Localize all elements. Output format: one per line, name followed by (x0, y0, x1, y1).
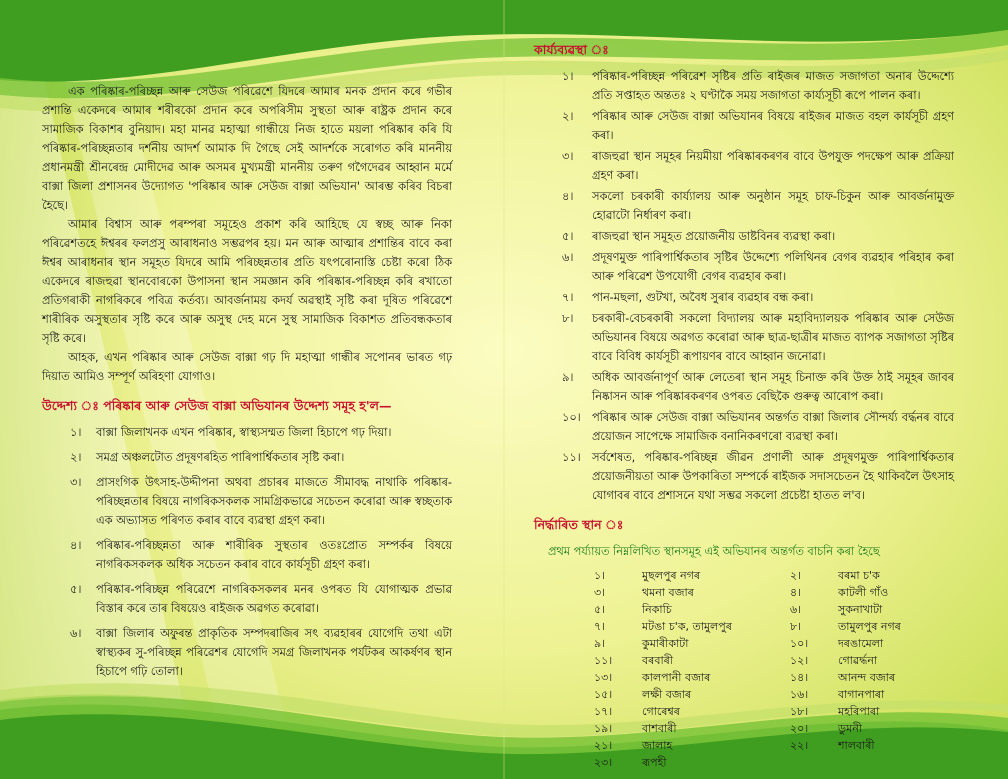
place-name: মটঙা চ'ক, তামুলপুৰ (642, 620, 732, 633)
place-name: সুকনাখাটা (838, 603, 883, 616)
place-name: বৰবাৰী (642, 654, 673, 667)
left-column (42, 82, 452, 687)
place-number: ১২। (790, 654, 809, 667)
place-number: ২৩। (594, 756, 613, 769)
place-number: ১৮। (790, 705, 809, 718)
place-name: আনন্দ বজাৰ (838, 671, 896, 684)
place-number: ৬। (790, 603, 802, 616)
place-number: ১৫। (594, 688, 613, 701)
list-item: ৫। পৰিষ্কাৰ-পৰিচ্ছন্ন পৰিৱেশে নাগৰিকসকলৰ মনৰ ওপৰত যি যোগাত্মক প্ৰভাৱ বিস্তাৰ কৰে তাৰ বিষয়েও ৰাইজক অৱগত কৰোৱা। (70, 583, 452, 615)
place-name: থমনা বজাৰ (642, 586, 694, 599)
list-item: ১। বাক্সা জিলাখনক এখন পৰিষ্কাৰ, স্বাস্থ্যসম্মত জিলা হিচাপে গঢ় দিয়া। (70, 426, 392, 439)
place-name: তামুলপুৰ নগৰ (838, 620, 901, 633)
places-subheading: প্ৰথম পৰ্য্যায়ত নিম্নলিখিত স্থানসমূহ এই অভিযানৰ অন্তৰ্গত বাচনি কৰা হৈছে (548, 545, 880, 558)
place-number: ১৬। (790, 688, 809, 701)
list-item: ১০। পৰিষ্কাৰ আৰু সেউজ বাক্সা অভিযানৰ অন্তৰ্গত বাক্সা জিলাৰ সৌন্দৰ্য্য বৰ্দ্ধনৰ বাবে প্ৰয়োজন সাপেক্ষে সামাজিক বনানিকৰণৰো ব্যৱস্থা কৰা। (562, 411, 954, 443)
list-item: ১। পৰিষ্কাৰ-পৰিচ্ছন্ন পৰিৱেশ সৃষ্টিৰ প্ৰতি ৰাইজৰ মাজত সজাগতা অনাৰ উদ্দেশ্যে প্ৰতি সপ্তাহত অন্ততঃ ২ ঘণ্টাকৈ সময় সজাগতা কাৰ্য্যসূচী ৰূপে পালন কৰা। (562, 70, 954, 102)
action-heading: কাৰ্য্যব্যৱস্থা ঃ (534, 42, 609, 57)
list-item: ৬। বাক্সা জিলাৰ অফুৰন্ত প্ৰাকৃতিক সম্পদৰাজিৰ সৎ ব্যৱহাৰৰ যোগেদি তথা এটা স্বাস্থ্যকৰ সু-পৰিচ্ছন্ন পৰিৱেশৰ যোগেদি সমগ্ৰ জিলাখনক পৰ্যটকৰ আকৰ্ষণৰ স্থান হিচাপে গঢ়ি তোলা। (70, 627, 452, 678)
list-item: ৫। ৰাজহুৱা স্থান সমূহত প্ৰয়োজনীয় ডাষ্টবিনৰ ব্যৱস্থা কৰা। (562, 230, 836, 243)
actions-list (562, 67, 954, 505)
right-column (534, 40, 954, 771)
place-name: বাশবাৰী (642, 722, 677, 735)
list-item: ৮। চৰকাৰী-বেচৰকাৰী সকলো বিদ্যালয় আৰু মহাবিদ্যালয়ক পৰিষ্কাৰ আৰু সেউজ অভিযানৰ বিষয়ে অৱগত কৰোৱা আৰু ছাত্ৰ-ছাত্ৰীৰ মাজত ব্যাপক সজাগতা সৃষ্টিৰ বাবে বিবিধ কাৰ্যসূচী ৰূপায়ণৰ বাবে আহ্বান জনোৱা। (562, 312, 954, 363)
intro-paragraph-1: এক পৰিষ্কাৰ-পৰিচ্ছন্ন আৰু সেউজ পৰিৱেশে যিদৰে আমাৰ মনক প্ৰদান কৰে গভীৰ প্ৰশান্তি একেদৰে আমাৰ শৰীৰকো প্ৰদান কৰে অপৰিসীম সুস্থতা আৰু ৰাষ্ট্ৰক প্ৰদান কৰে সামাজিক বিকাশৰ বুনিয়াদ। মহা মানৱ মহাত্মা গান্ধীয়ে নিজ হাতে ময়লা পৰিষ্কাৰ কৰি যি পৰিষ্কাৰ-পৰিচ্ছন্নতাৰ দৰ্শনীয় আদৰ্শ আমাক দি গৈছে সেই আদৰ্শকে সৰোগত কৰি মাননীয় প্ৰধানমন্ত্ৰী শ্ৰীনৰেন্দ্ৰ মোদীদেৱ আৰু অসমৰ মুখ্যমন্ত্ৰী মাননীয় তৰুণ গগৈদেৱৰ আহ্বান মৰ্মে বাক্সা জিলা প্ৰশাসনৰ উদ্যোগত 'পৰিষ্কাৰ আৰু সেউজ বাক্সা অভিযান' আৰম্ভ কৰিব বিচৰা হৈছে। (42, 85, 452, 212)
list-item: ২। সমগ্ৰ অঞ্চলটোত প্ৰদূষণৰহিত পাৰিপাৰ্শ্বিকতাৰ সৃষ্টি কৰা। (70, 451, 345, 464)
place-number: ১৪। (790, 671, 809, 684)
place-number: ৩। (594, 586, 606, 599)
place-number: ১। (594, 569, 606, 582)
place-number: ২১। (594, 739, 613, 752)
place-name: নিকাচি (642, 603, 672, 616)
place-name: কুমাৰীকাটা (642, 637, 689, 650)
intro-paragraph-2: আমাৰ বিশ্বাস আৰু পৰম্পৰা সমূহেও প্ৰকাশ কৰি আহিছে যে স্বচ্ছ আৰু নিকা পৰিৱেশতহে ঈশ্বৰৰ ফলপ্ৰসু আৰাধনাও সম্ভৱপৰ হয়। মন আৰু আত্মাৰ প্ৰশান্তিৰ বাবে কৰা ঈশ্বৰ আৰাধনাৰ স্থান সমূহত যিদৰে আমি পৰিচ্ছন্নতাৰ প্ৰতি যৎপৰোনাস্তি চেষ্টা কৰো ঠিক একেদৰে ৰাজহুৱা স্থানবোৰকো উপাসনা স্থান সমজ্ঞান কৰি পৰিষ্কাৰ-পৰিচ্ছন্ন কৰি ৰখাতো প্ৰতিগৰাকী নাগৰিকৰে পবিত্ৰ কৰ্তব্য। আবৰ্জনাময় কদৰ্য অৱস্থাই সৃষ্টি কৰা দূষিত পৰিৱেশে শাৰীৰিক অসুস্থতাৰ সৃষ্টি কৰে আৰু অসুস্থ দেহ মনে সুস্থ সামাজিক বিকাশত প্ৰতিবন্ধকতাৰ সৃষ্টি কৰে। (42, 218, 452, 345)
place-number: ১৯। (594, 722, 613, 735)
place-name: মহৰিপাৰা (838, 705, 880, 718)
place-name: দৰঙামেলা (838, 637, 884, 650)
place-number: ১১। (594, 654, 613, 667)
place-name: জালাহ (642, 739, 673, 752)
place-name: বাগানপাৰা (838, 688, 885, 701)
list-item: ৩। প্ৰাসংগিক উৎসাহ-উদ্দীপনা অথবা প্ৰচাৰৰ মাজতে সীমাবদ্ধ নাথাকি পৰিষ্কাৰ-পৰিচ্ছন্নতাৰ বিষয়ে নাগৰিকসকলক সামগ্ৰিকভাৱে সচেতন কৰোৱা আৰু স্বচ্ছতাক এক অভ্যাসত পৰিণত কৰাৰ বাবে ব্যৱস্থা গ্ৰহণ কৰা। (70, 476, 452, 527)
places-heading: নিৰ্দ্ধাৰিত স্থান ঃ (534, 517, 624, 532)
objectives-list (70, 423, 452, 681)
place-name: মুছলপুৰ নগৰ (642, 569, 701, 582)
place-number: ১৭। (594, 705, 613, 718)
place-number: ২২। (790, 739, 809, 752)
place-name: ডুমনী (838, 722, 862, 735)
place-name: লক্ষী বজাৰ (642, 688, 692, 701)
list-item: ১১। সৰ্বশেষত, পৰিষ্কাৰ-পৰিচ্ছন্ন জীৱন প্ৰণালী আৰু প্ৰদূষণমুক্ত পাৰিপাৰ্শ্বিকতাৰ প্ৰয়োজনীয়তা আৰু উপকাৰিতা সম্পৰ্কে ৰাইজক সদাসচেতন হৈ থাকিবলৈ উৎসাহ যোগাবৰ বাবে প্ৰশাসনে যথা সম্ভৱ সকলো প্ৰচেষ্টা হাতত ল'ব। (562, 451, 954, 502)
list-item: ৯। অধিক আবৰ্জনাপূৰ্ণ আৰু লেতেৰা স্থান সমূহ চিনাক্ত কৰি উক্ত ঠাই সমূহৰ জাবৰ নিষ্কাসন আৰু পৰিষ্কাৰকৰণৰ ওপৰত বেছিকৈ গুৰুত্ব আৰোপ কৰা। (562, 371, 954, 403)
places-grid (594, 567, 954, 771)
objectives-heading: উদ্দেশ্য ঃ পৰিষ্কাৰ আৰু সেউজ বাক্সা অভিযানৰ উদ্দেশ্য সমূহ হ'ল— (42, 398, 392, 413)
list-item: ৪। পৰিষ্কাৰ-পৰিচ্ছন্নতা আৰু শাৰীৰিক সুস্থতাৰ ওতঃপ্ৰোত সম্পৰ্কৰ বিষয়ে নাগৰিকসকলক অধিক সচেতন কৰাৰ বাবে কাৰ্যসূচী গ্ৰহণ কৰা। (70, 539, 452, 571)
place-name: গোৱৰ্দ্ধনা (838, 654, 878, 667)
place-number: ৮। (790, 620, 802, 633)
list-item: ৩। ৰাজহুৱা স্থান সমূহৰ নিয়মীয়া পৰিষ্কাৰকৰণৰ বাবে উপযুক্ত পদক্ষেপ আৰু প্ৰক্ৰিয়া গ্ৰহণ কৰা। (562, 150, 954, 182)
list-item: ২। পৰিষ্কাৰ আৰু সেউজ বাক্সা অভিযানৰ বিষয়ে ৰাইজৰ মাজত বহল কাৰ্যসূচী গ্ৰহণ কৰা। (562, 110, 954, 142)
list-item: ৪। সকলো চৰকাৰী কাৰ্য্যালয় আৰু অনুষ্ঠান সমূহ চাফ-চিকুন আৰু আবৰ্জনামুক্ত হোৱাটো নিৰ্ধাৰণ কৰা। (562, 190, 954, 222)
intro-paragraph-3: আহক, এখন পৰিষ্কাৰ আৰু সেউজ বাক্সা গঢ় দি মহাত্মা গান্ধীৰ সপোনৰ ভাৰত গঢ় দিয়াত আমিও সম্পূৰ্ণ অৰিহণা যোগাও। (42, 351, 452, 383)
place-number: ২। (790, 569, 802, 582)
place-name: গোৰেশ্বৰ (642, 705, 680, 718)
place-number: ২০। (790, 722, 809, 735)
place-name: ৰূপহী (642, 756, 667, 769)
place-number: ১৩। (594, 671, 613, 684)
place-number: ৭। (594, 620, 606, 633)
list-item: ৭। পান-মছলা, গুটখা, অবৈধ সুৰাৰ ব্যৱহাৰ বন্ধ কৰা। (562, 291, 814, 304)
place-number: ৪। (790, 586, 802, 599)
place-name: বৰমা চ'ক (838, 569, 880, 582)
place-number: ৯। (594, 637, 606, 650)
list-item: ৬। প্ৰদূষণমুক্ত পাৰিপাৰ্শ্বিকতাৰ সৃষ্টিৰ উদ্দেশ্যে পলিথিনৰ বেগৰ ব্যৱহাৰ পৰিহাৰ কৰা আৰু পৰিৱেশ উপযোগী বেগৰ ব্যৱহাৰ কৰা। (562, 251, 954, 283)
place-name: কালপানী বজাৰ (642, 671, 711, 684)
place-number: ৫। (594, 603, 606, 616)
place-name: শালবাৰী (838, 739, 875, 752)
place-name: কাটলী গাঁও (838, 586, 889, 599)
place-number: ১০। (790, 637, 809, 650)
